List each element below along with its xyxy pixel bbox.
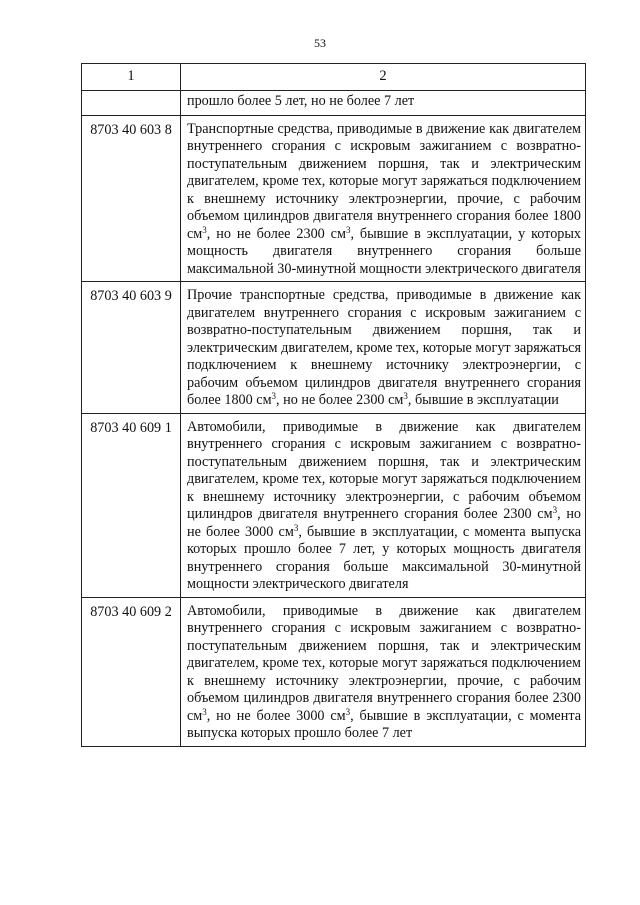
superscript: 3 [345, 706, 351, 717]
row-text-part: Прочие транспортные средства, приводимые в движение как двигателем внутреннего сгорания с искровым зажиганием с возвратно-поступательным движением поршня, так и электрическим двигателем, кроме тех, которые могут заряжаться подключением к внешнему источнику электроэнергии, с рабочим объемом цилиндров двигателя внутреннего сгорания более 1800 см [187, 287, 581, 408]
row-text-part: , бывшие в эксплуатации, с момента выпуска которых прошло более 7 лет, у которых мощность двигателя внутреннего сгорания больше максимальной 30-минутной мощности электрического двигателя [187, 523, 582, 592]
superscript: 3 [403, 391, 408, 401]
row-text-part: , но не более 3000 см [206, 707, 346, 724]
continuation-code [82, 91, 181, 116]
row-text-part: Автомобили, приводимые в движение как двигателем внутреннего сгорания с искровым зажиганием с возвратно-поступательным движением поршня, так и электрическим двигателем, кроме тех, которые могут заряжаться подключением к внешнему источнику электроэнергии, с рабочим объемом цилиндров двигателя внутреннего сгорания более 2300 см [187, 418, 581, 522]
table-row-continuation [82, 91, 586, 116]
row-text-part: , бывшие в эксплуатации, с момента выпуска которых прошло более 7 лет [187, 707, 581, 741]
superscript: 3 [202, 706, 207, 717]
row-text-part: Транспортные средства, приводимые в движение как двигателем внутреннего сгорания с искровым зажиганием с возвратно-поступательным движением поршня, так и электрическим двигателем, кроме тех, которые могут заряжаться подключением к внешнему источнику электроэнергии, прочие, с рабочим объемом цилиндров двигателя внутреннего сгорания более 1800 см [187, 120, 581, 242]
superscript: 3 [552, 505, 558, 515]
superscript: 3 [293, 522, 299, 533]
table-row [82, 413, 586, 597]
superscript: 3 [202, 224, 207, 235]
header-col-2: 2 [181, 64, 586, 91]
page-number: 53 [314, 36, 326, 50]
row-text-part: , но не более 2300 см [206, 225, 346, 242]
table-row [82, 597, 586, 746]
table-row [82, 115, 586, 282]
table-header-row [82, 64, 586, 91]
row-description [181, 413, 586, 597]
row-code: 8703 40 603 9 [82, 282, 181, 414]
row-description [181, 282, 586, 414]
tariff-table [81, 63, 586, 747]
table-row [82, 282, 586, 414]
superscript: 3 [271, 391, 277, 401]
row-code: 8703 40 603 8 [82, 115, 181, 282]
superscript: 3 [345, 224, 351, 235]
row-text-part: , но не более 3000 см [187, 506, 582, 540]
row-code: 8703 40 609 1 [82, 413, 181, 597]
row-description [181, 115, 586, 282]
header-col-1: 1 [82, 64, 181, 91]
row-description [181, 597, 586, 746]
row-text-part: , но не более 2300 см [276, 392, 404, 408]
row-text-part: Автомобили, приводимые в движение как двигателем внутреннего сгорания с искровым зажиганием с возвратно-поступательным движением поршня, так и электрическим двигателем, кроме тех, которые могут заряжаться подключением к внешнему источнику электроэнергии, прочие, с рабочим объемом цилиндров двигателя внутреннего сгорания более 2300 см [187, 602, 581, 724]
row-code: 8703 40 609 2 [82, 597, 181, 746]
row-text-part: , бывшие в эксплуатации, у которых мощность двигателя внутреннего сгорания больше максимальной 30-минутной мощности электрического двигателя [187, 225, 582, 277]
row-text-part: , бывшие в эксплуатации [407, 392, 559, 408]
continuation-text: прошло более 5 лет, но не более 7 лет [181, 91, 586, 116]
